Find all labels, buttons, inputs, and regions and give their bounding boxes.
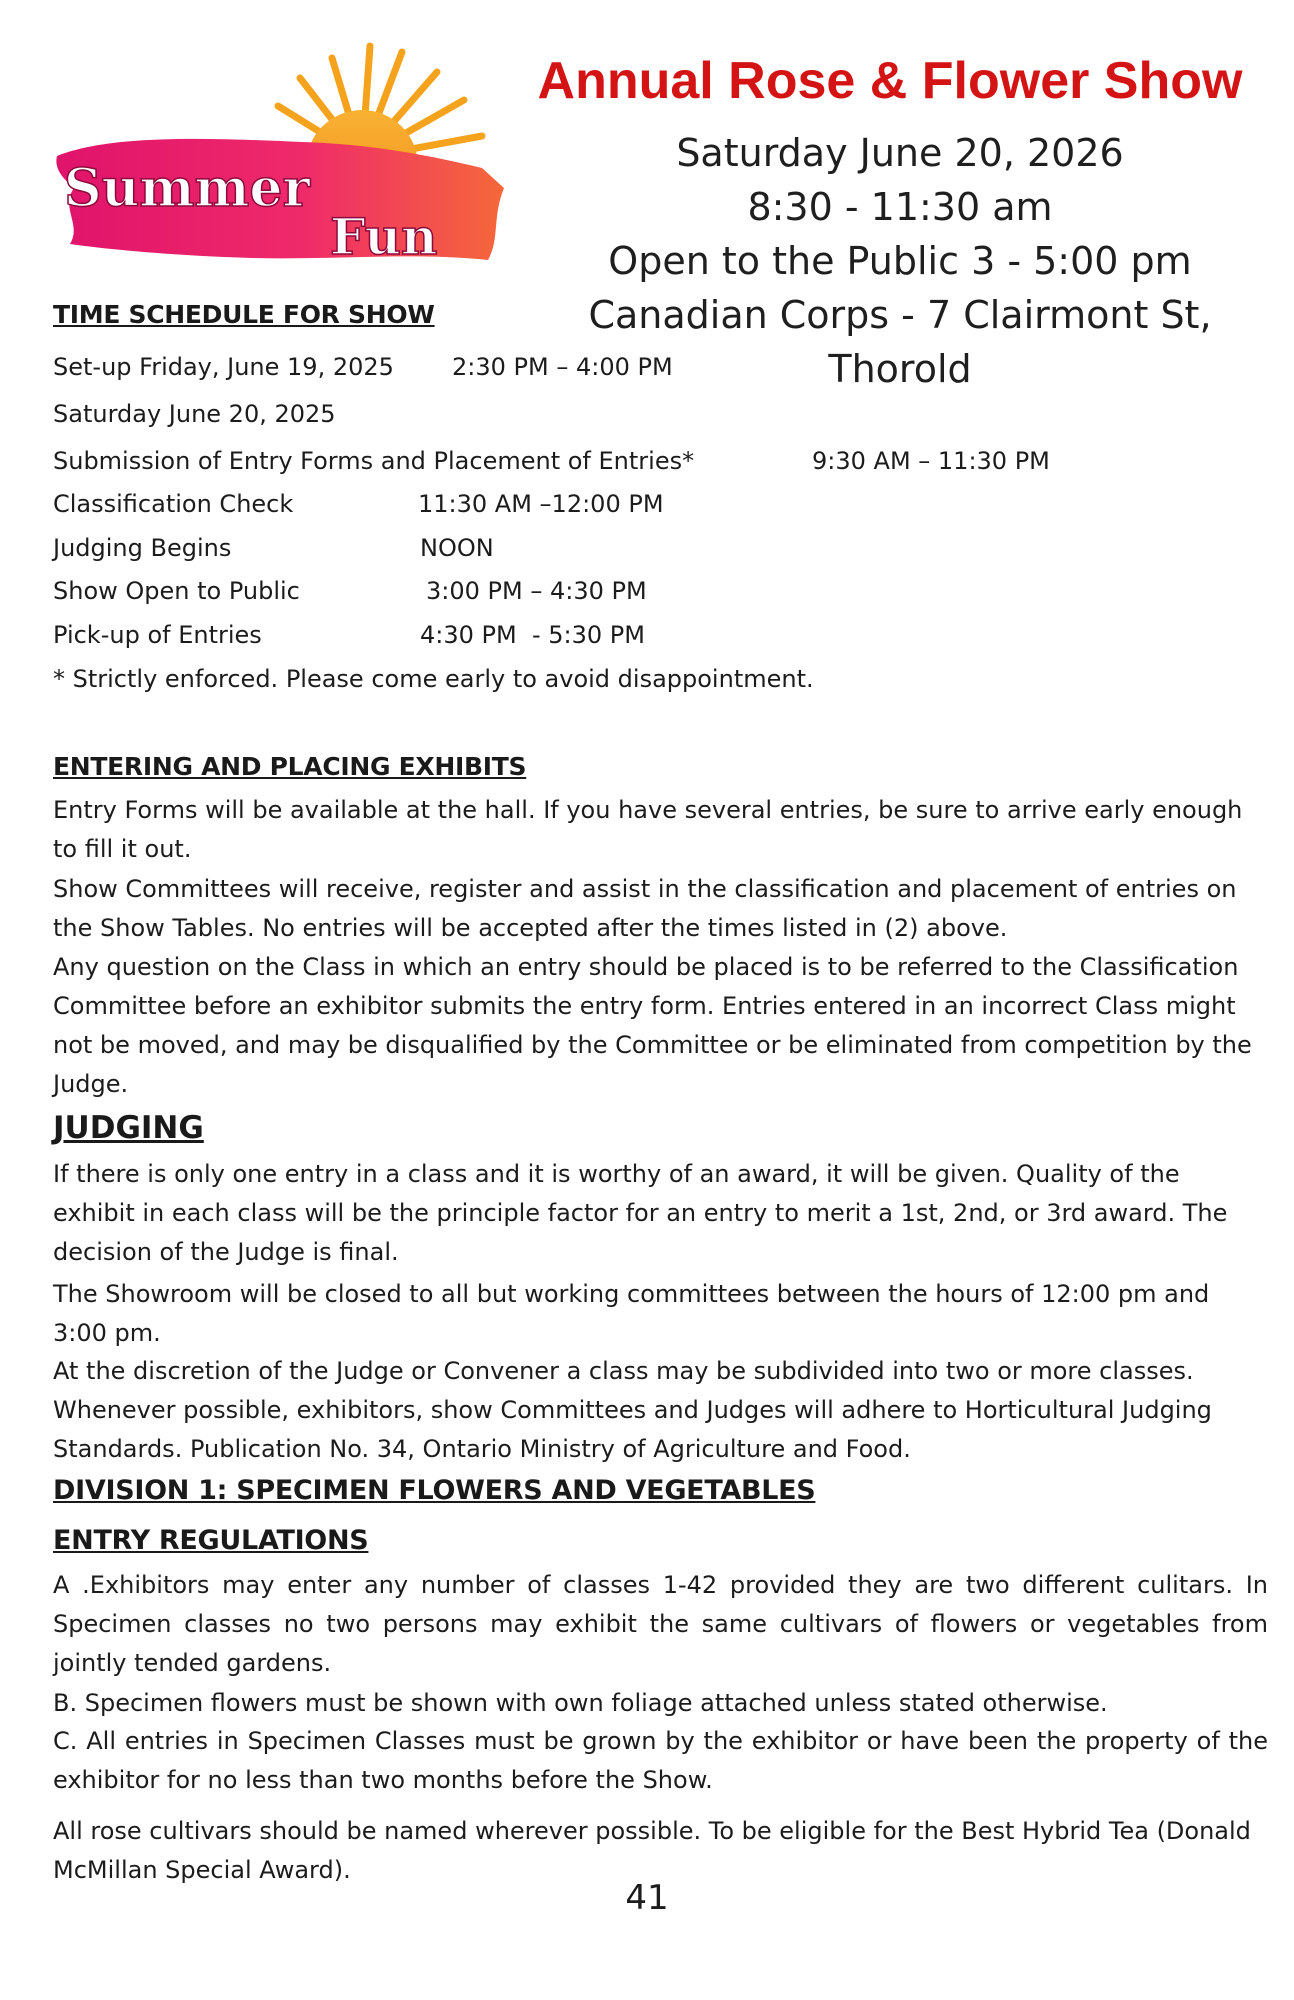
schedule-row-time: 4:30 PM - 5:30 PM — [420, 621, 645, 649]
roses-paragraph: All rose cultivars should be named wherever possible. To be eligible for the Best Hybrid Tea (Donald McMillan Special Award). — [53, 1817, 1251, 1884]
venue-line-2: Thorold — [828, 347, 972, 391]
schedule-row-label: Judging Begins — [53, 534, 232, 562]
schedule-note: * Strictly enforced. Please come early to avoid disappointment. — [53, 665, 814, 693]
judging-heading: JUDGING — [53, 1110, 204, 1146]
setup-time: 2:30 PM – 4:00 PM — [452, 353, 673, 381]
judging-paragraph-1: If there is only one entry in a class and it is worthy of an award, it will be given. Quality of the exhibit in each class will be the principle factor for an entry to merit a 1st, 2nd, or 3rd award. The decision of the Judge is final. — [53, 1160, 1228, 1266]
judging-paragraph-3: At the discretion of the Judge or Convener a class may be subdivided into two or more classes. Whenever possible, exhibitors, show Committees and Judges will adhere to Horticultural Judging Standards. Publication No. 34, Ontario Ministry of Agriculture and Food. — [53, 1357, 1212, 1463]
schedule-row-label: Classification Check — [53, 490, 294, 518]
judging-paragraph-2: The Showroom will be closed to all but working committees between the hours of 12:00 pm and 3:00 pm. — [53, 1280, 1210, 1347]
schedule-row-time: NOON — [420, 534, 494, 562]
schedule-row-label: Show Open to Public — [53, 577, 300, 605]
schedule-row-label: Submission of Entry Forms and Placement of Entries* — [53, 447, 695, 475]
regulation-a: A .Exhibitors may enter any number of classes 1-42 provided they are two different culitars. In Specimen classes no two persons may exhibit the same cultivars of flowers or vegetables from jointly tended gardens. — [53, 1571, 1268, 1677]
venue-line-1: Canadian Corps - 7 Clairmont St, — [588, 293, 1212, 337]
public-hours: Open to the Public 3 - 5:00 pm — [608, 239, 1192, 283]
entering-paragraph-1: Entry Forms will be available at the hall. If you have several entries, be sure to arrive early enough to fill it out. — [53, 796, 1243, 863]
schedule-row-time: 11:30 AM –12:00 PM — [418, 490, 664, 518]
entering-paragraph-3: Any question on the Class in which an entry should be placed is to be referred to the Classification Committee before an exhibitor submits the entry form. Entries entered in an incorrect Class might not be moved, and may be disqualified by the Committee or be eliminated from competition by the Judge. — [53, 953, 1252, 1098]
schedule-row-time: 3:00 PM – 4:30 PM — [426, 577, 647, 605]
show-title: Annual Rose & Flower Show — [537, 52, 1243, 110]
page-number: 41 — [625, 1878, 669, 1918]
division-heading: DIVISION 1: SPECIMEN FLOWERS AND VEGETABLES — [53, 1475, 816, 1506]
svg-text:Fun: Fun — [330, 207, 438, 266]
schedule-row-time: 9:30 AM – 11:30 PM — [812, 447, 1050, 475]
summer-fun-logo — [52, 38, 512, 278]
regulation-b: B. Specimen flowers must be shown with own foliage attached unless stated otherwise. — [53, 1689, 1108, 1717]
entering-paragraph-2: Show Committees will receive, register and assist in the classification and placement of entries on the Show Tables. No entries will be accepted after the times listed in (2) above. — [53, 875, 1237, 942]
svg-text:Summer: Summer — [64, 158, 310, 219]
setup-label: Set-up Friday, June 19, 2025 — [53, 353, 394, 381]
show-time: 8:30 - 11:30 am — [747, 185, 1053, 229]
show-date: Saturday June 20, 2026 — [676, 131, 1124, 175]
entering-heading: ENTERING AND PLACING EXHIBITS — [53, 752, 527, 781]
schedule-heading: TIME SCHEDULE FOR SHOW — [53, 300, 435, 329]
entry-regulations-heading: ENTRY REGULATIONS — [53, 1525, 369, 1556]
schedule-row-label: Pick-up of Entries — [53, 621, 262, 649]
saturday-label: Saturday June 20, 2025 — [53, 400, 336, 428]
regulation-c: C. All entries in Specimen Classes must be grown by the exhibitor or have been the property of the exhibitor for no less than two months before the Show. — [53, 1727, 1268, 1794]
